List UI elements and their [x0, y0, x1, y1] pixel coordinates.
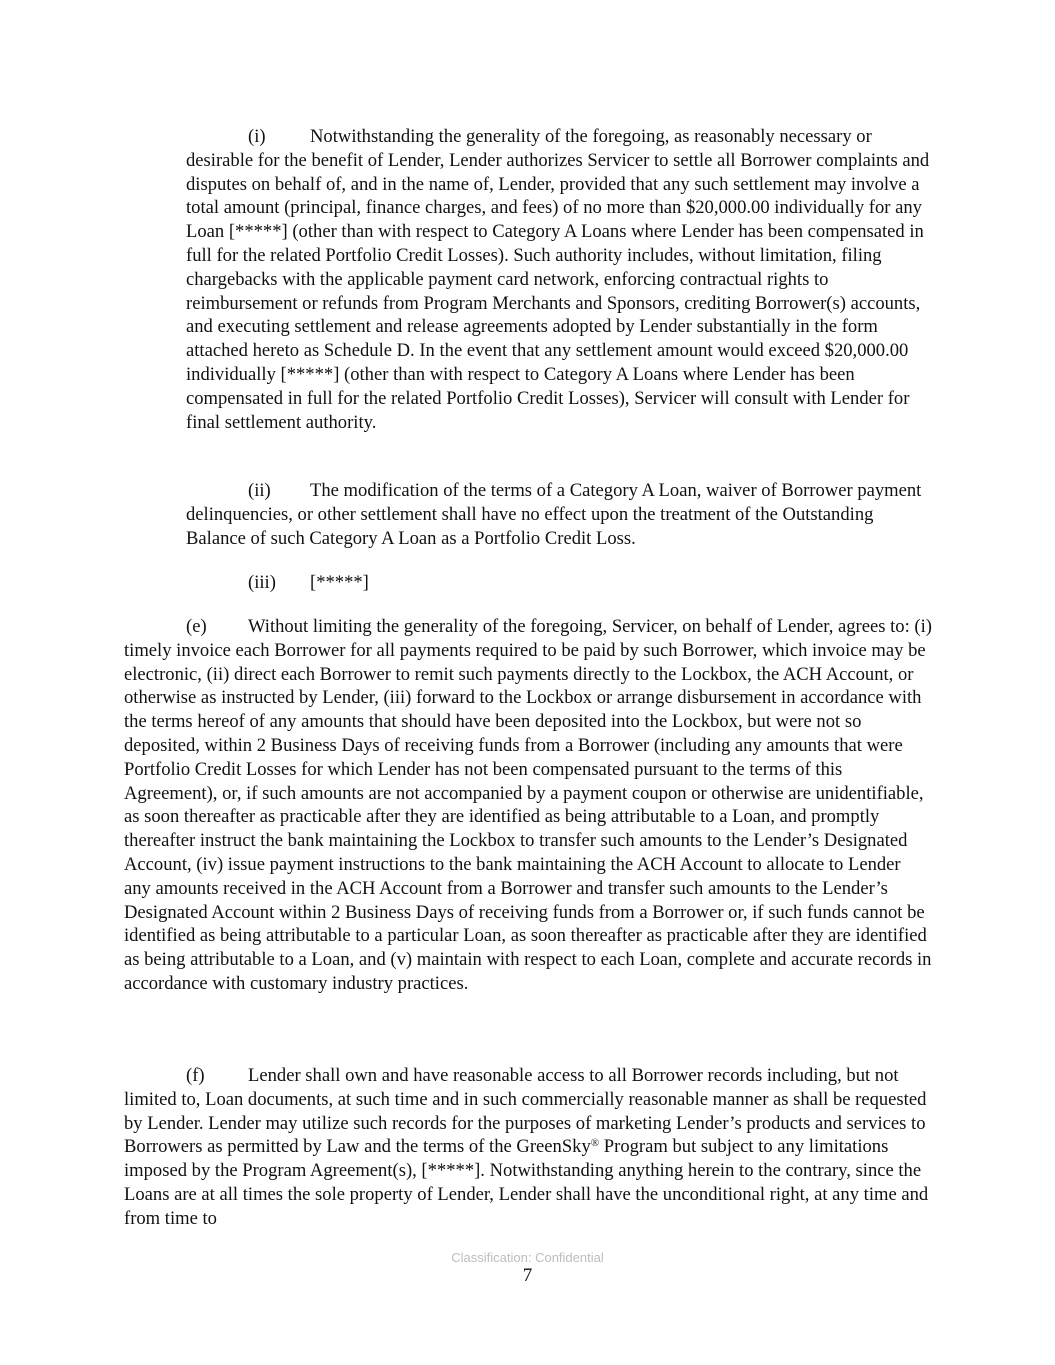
paragraph-text: Without limiting the generality of the foregoing, Servicer, on behalf of Lender, agrees to: (i) timely invoice each Borrower for all payments required to be paid by such Borrower, which invoice may be electronic, (ii) direct each Borrower to remit such payments directly to the Lockbox, the ACH Account, or otherwise as instructed by Lender, (iii) forward to the Lockbox or arrange disbursement in accordance with the terms hereof of any amounts that should have been deposited into the Lockbox, but were not so deposited, within 2 Business Days of receiving funds from a Borrower (including any amounts that were Portfolio Credit Losses for which Lender has not been compensated pursuant to the terms of this Agreement), or, if such amounts are not accompanied by a payment coupon or otherwise are unidentifiable, as soon thereafter as practicable after they are identified as being attributable to a Loan, and promptly thereafter instruct the bank maintaining the Lockbox to transfer such amounts to the Lender’s Designated Account, (iv) issue payment instructions to the bank maintaining the ACH Account to allocate to Lender any amounts received in the ACH Account from a Borrower and transfer such amounts to the Lender’s Designated Account within 2 Business Days of receiving funds from a Borrower or, if such funds cannot be identified as being attributable to a particular Loan, as soon thereafter as practicable after they are identified as being attributable to a Loan, and (v) maintain with respect to each Loan, complete and accurate records in accordance with customary industry practices.	[124, 616, 932, 994]
paragraph-d-iii	[186, 571, 931, 595]
paragraph-text: Notwithstanding the generality of the foregoing, as reasonably necessary or desirable for the benefit of Lender, Lender authorizes Servicer to settle all Borrower complaints and disputes on behalf of, and in the name of, Lender, provided that any such settlement may involve a total amount (principal, finance charges, and fees) of no more than $20,000.00 individually for any Loan [*****] (other than with respect to Category A Loans where Lender has been compensated in full for the related Portfolio Credit Losses). Such authority includes, without limitation, filing chargebacks with the applicable payment card network, enforcing contractual rights to reimbursement or refunds from Program Merchants and Sponsors, crediting Borrower(s) accounts, and executing settlement and release agreements adopted by Lender substantially in the form attached hereto as Schedule D. In the event that any settlement amount would exceed $20,000.00 individually [*****] (other than with respect to Category A Loans where Lender has been compensated in full for the related Portfolio Credit Losses), Servicer will consult with Lender for final settlement authority.	[186, 126, 930, 433]
paragraph-d-i	[186, 125, 931, 434]
paragraph-text: [*****]	[310, 572, 369, 593]
paragraph-text: The modification of the terms of a Category A Loan, waiver of Borrower payment delinquencies, or other settlement shall have no effect upon the treatment of the Outstanding Balance of such Category A Loan as a Portfolio Credit Loss.	[186, 480, 922, 549]
paragraph-label: (iii)	[248, 572, 276, 593]
paragraph-e	[124, 615, 932, 996]
classification-label: Classification: Confidential	[451, 1250, 604, 1265]
paragraph-label: (e)	[186, 616, 207, 637]
paragraph-f	[124, 1064, 932, 1231]
paragraph-d-ii	[186, 479, 931, 550]
paragraph-text-after-mark: Program but subject to any limitations imposed by the Program Agreement(s), [*****]. Notwithstanding anything herein to the contrary, since the Loans are at all times the sole property of Lender, Lender shall have the unconditional right, at any time and from time to	[124, 1136, 929, 1229]
paragraph-label: (ii)	[248, 480, 271, 501]
paragraph-label: (i)	[248, 126, 266, 147]
page-number: 7	[522, 1265, 533, 1286]
paragraph-label: (f)	[186, 1065, 205, 1086]
registered-mark: ®	[590, 1137, 600, 1150]
paragraph-text-before-mark: Lender shall own and have reasonable access to all Borrower records including, but not limited to, Loan documents, at such time and in such commercially reasonable manner as shall be requested by Lender. Lender may utilize such records for the purposes of marketing Lender’s products and services to Borrowers as permitted by Law and the terms of the GreenSky	[124, 1065, 927, 1158]
